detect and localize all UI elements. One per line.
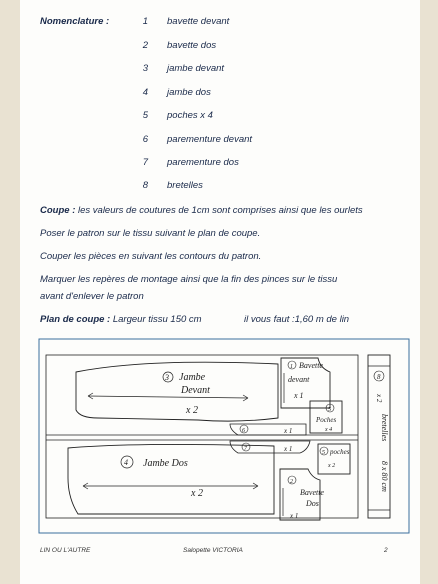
paredos-num: 7 [244, 446, 247, 452]
list-item-number: 7 [142, 157, 148, 168]
bavette-dos-qty: x 1 [290, 512, 299, 520]
jambe-devant-num: 3 [165, 373, 169, 382]
jambe-dos-num: 4 [124, 458, 128, 467]
poches2-label: poches [330, 448, 350, 456]
bretelles-num: 8 [377, 373, 381, 381]
list-item: jambe devant [167, 63, 225, 74]
document-page [20, 0, 420, 584]
list-item: parementure devant [167, 134, 253, 145]
bretelles-qty: x 2 [375, 394, 383, 403]
list-item: poches x 4 [167, 110, 213, 121]
list-item: bretelles [167, 180, 203, 191]
instruction-line: Poser le patron sur le tissu suivant le plan de coupe. [40, 228, 261, 239]
poches-num: 5 [328, 407, 331, 413]
paredevant-qty: x 1 [284, 427, 293, 435]
list-item: bavette devant [167, 16, 230, 27]
footer-left: LIN OU L'AUTRE [40, 547, 91, 554]
list-item: jambe dos [167, 87, 211, 98]
list-item: bavette dos [167, 40, 217, 51]
plan-label: Plan de coupe : [40, 314, 111, 325]
poches2-num: 5 [322, 450, 325, 456]
fabric-frame [39, 339, 409, 533]
instruction-line: Couper les pièces en suivant les contours du patron. [40, 251, 262, 262]
coupe-label: Coupe : [40, 205, 76, 216]
cutting-plan-diagram [38, 338, 410, 534]
jambe-devant-label-2: Devant [181, 385, 210, 396]
instruction-line: Marquer les repères de montage ainsi que la fin des pinces sur le tissu [40, 274, 338, 285]
list-item-number: 4 [142, 87, 148, 98]
jambe-dos-piece [68, 444, 274, 514]
bavette-devant-label-2: devant [288, 375, 310, 384]
jambe-dos-label: Jambe Dos [143, 458, 188, 469]
paredevant-num: 6 [242, 428, 245, 434]
nomenclature-label: Nomenclature : [40, 16, 110, 27]
poches-label: Poches [316, 416, 337, 424]
plan-paragraph [40, 314, 202, 325]
bavette-devant-label-1: Bavette [299, 361, 323, 370]
bavette-dos-num: 2 [290, 479, 293, 485]
jambe-devant-qty: x 2 [186, 405, 198, 416]
jambe-dos-qty: x 2 [191, 488, 203, 499]
bavette-dos-label-1: Bavette [300, 488, 324, 497]
plan-need: il vous faut :1,60 m de lin [244, 314, 350, 325]
list-item-number: 6 [142, 134, 148, 145]
footer-center: Salopette VICTORIA [183, 547, 243, 554]
jambe-devant-piece [76, 362, 278, 421]
jambe-devant-label-1: Jambe [179, 372, 206, 383]
list-item-number: 8 [142, 180, 148, 191]
coupe-text: les valeurs de coutures de 1cm sont comprises ainsi que les ourlets [78, 205, 363, 216]
poches-qty: x 4 [325, 427, 333, 433]
bretelles-label: bretelles [380, 414, 389, 442]
bavette-devant-qty: x 1 [294, 391, 304, 400]
plan-width: Largeur tissu 150 cm [112, 314, 202, 325]
list-item: parementure dos [167, 157, 239, 168]
list-item-number: 3 [142, 63, 148, 74]
bavette-devant-num: 1 [290, 364, 293, 370]
bavette-dos-label-2: Dos [306, 499, 319, 508]
poches2-qty: x 2 [328, 463, 336, 469]
bretelles-dim: 8 x 80 cm [380, 461, 389, 492]
paredos-qty: x 1 [284, 445, 293, 453]
list-item-number: 5 [142, 110, 148, 121]
coupe-paragraph [40, 205, 363, 216]
instruction-line: avant d'enlever le patron [40, 291, 144, 302]
page-number: 2 [384, 547, 388, 554]
list-item-number: 1 [142, 16, 148, 27]
list-item-number: 2 [142, 40, 148, 51]
